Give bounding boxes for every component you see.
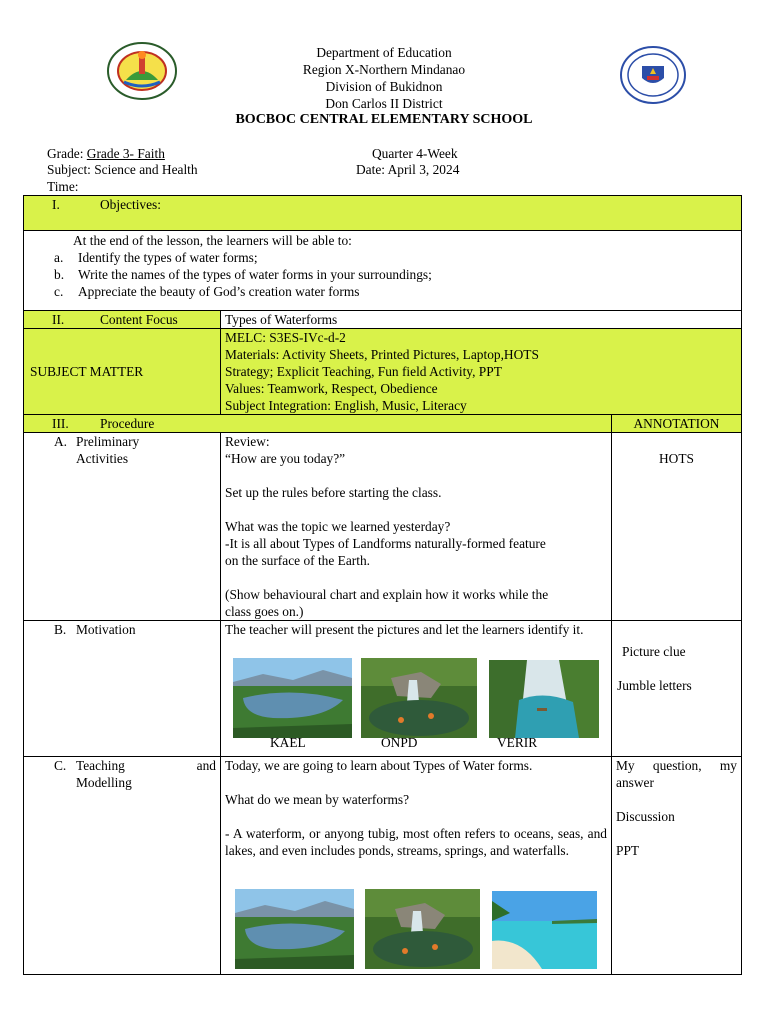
subject-matter-details xyxy=(221,329,742,415)
teaching-line: What do we mean by waterforms? xyxy=(225,792,410,807)
objective-text: Appreciate the beauty of God’s creation water forms xyxy=(78,284,360,299)
teaching-label-1b: and xyxy=(196,758,216,773)
preliminary-line: -It is all about Types of Landforms naturally-formed feature xyxy=(225,536,546,551)
lake-picture xyxy=(233,658,352,738)
grade-line xyxy=(47,145,165,162)
preliminary-line: What was the topic we learned yesterday? xyxy=(225,519,451,534)
quarter-line: Quarter 4-Week xyxy=(372,146,458,161)
annotation-header: ANNOTATION xyxy=(612,415,742,433)
spacer xyxy=(616,621,737,643)
subject-matter-line: Subject Integration: English, Music, Literacy xyxy=(225,398,467,413)
teaching-line: - A waterform, or anyong tubig, most often refers to oceans, seas, and lakes, and even includes ponds, streams, springs, and waterfalls. xyxy=(225,826,607,858)
objective-text: Write the names of the types of water forms in your surroundings; xyxy=(78,267,432,282)
motivation-annotation-1: Picture clue xyxy=(622,644,686,659)
subject-line: Subject: Science and Health xyxy=(47,162,198,177)
spacer xyxy=(616,791,737,808)
subject-matter-line: Values: Teamwork, Respect, Obedience xyxy=(225,381,438,396)
preliminary-line: “How are you today?” xyxy=(225,451,346,466)
subject-matter-line: MELC: S3ES-IVc-d-2 xyxy=(225,330,346,345)
header-region: Region X-Northern Mindanao xyxy=(302,62,466,77)
preliminary-line: Review: xyxy=(225,434,270,449)
preliminary-row xyxy=(24,433,742,621)
content-num: II. xyxy=(52,312,65,327)
caption-1: KAEL xyxy=(270,735,306,750)
motivation-text: The teacher will present the pictures and let the learners identify it. xyxy=(225,622,584,637)
subject-matter-line: Materials: Activity Sheets, Printed Pictures, Laptop,HOTS xyxy=(225,347,539,362)
objectives-body-row xyxy=(24,231,742,311)
spacer xyxy=(616,433,737,450)
procedure-header xyxy=(24,415,612,433)
header-division: Division of Bukidnon xyxy=(325,79,443,94)
objective-item xyxy=(54,283,737,300)
caption-2: ONPD xyxy=(381,735,418,750)
deped-seal xyxy=(620,46,686,104)
lake-picture-2 xyxy=(235,889,354,969)
school-logo xyxy=(106,42,178,100)
teaching-line: Today, we are going to learn about Types of Water forms. xyxy=(225,758,533,773)
spacer xyxy=(616,825,737,842)
objective-mark: b. xyxy=(54,267,65,282)
preliminary-label-cell xyxy=(24,433,221,621)
motivation-label: Motivation xyxy=(76,622,136,637)
spacer xyxy=(225,467,607,484)
procedure-label: Procedure xyxy=(100,416,155,431)
objectives-list xyxy=(28,249,737,300)
preliminary-line: (Show behavioural chart and explain how it works while the xyxy=(225,587,549,602)
preliminary-annotation: HOTS xyxy=(659,451,694,466)
motivation-annotation-2: Jumble letters xyxy=(617,678,692,693)
teaching-mark: C. xyxy=(54,758,67,773)
subject-matter-line: Strategy; Explicit Teaching, Fun field Activity, PPT xyxy=(225,364,502,379)
spacer xyxy=(225,501,607,518)
date-line: Date: April 3, 2024 xyxy=(356,162,460,177)
teaching-annotation-3: PPT xyxy=(616,843,640,858)
preliminary-mark: A. xyxy=(54,434,68,449)
spacer xyxy=(616,660,737,677)
subject-matter-label: SUBJECT MATTER xyxy=(24,329,221,415)
river-picture xyxy=(489,660,599,738)
teaching-label-cell xyxy=(24,757,221,975)
content-label: Content Focus xyxy=(100,312,178,327)
pond-picture-2 xyxy=(365,889,480,969)
motivation-mark: B. xyxy=(54,622,67,637)
subject-matter-row xyxy=(24,329,742,415)
caption-3: VERIR xyxy=(497,735,538,750)
beach-picture xyxy=(492,891,597,969)
procedure-header-row xyxy=(24,415,742,433)
objective-mark: a. xyxy=(54,250,64,265)
school-name: BOCBOC CENTRAL ELEMENTARY SCHOOL xyxy=(235,112,533,127)
motivation-label-cell xyxy=(24,621,221,757)
spacer xyxy=(225,774,607,791)
objectives-header xyxy=(24,196,742,231)
objective-text: Identify the types of water forms; xyxy=(78,250,258,265)
objectives-num: I. xyxy=(52,197,60,212)
objectives-header-row xyxy=(24,196,742,231)
teaching-label-1: Teaching xyxy=(76,758,125,773)
teaching-annotation-1: My question, my answer xyxy=(616,758,737,790)
objectives-intro: At the end of the lesson, the learners will be able to: xyxy=(73,233,352,248)
objectives-body xyxy=(24,231,742,311)
preliminary-label-1: Preliminary xyxy=(76,434,140,449)
teaching-label-2: Modelling xyxy=(76,775,132,790)
preliminary-line: class goes on.) xyxy=(225,604,304,619)
grade-label: Grade: xyxy=(47,146,84,161)
lesson-plan-table xyxy=(23,195,742,975)
spacer xyxy=(225,569,607,586)
spacer xyxy=(225,808,607,825)
objectives-title: Objectives: xyxy=(100,197,161,212)
objective-item xyxy=(54,266,737,283)
content-focus-label-cell xyxy=(24,311,221,329)
teaching-annotation-cell xyxy=(612,757,742,975)
objective-item xyxy=(54,249,737,266)
content-focus-row xyxy=(24,311,742,329)
header-district: Don Carlos II District xyxy=(325,96,443,111)
grade-value: Grade 3- Faith xyxy=(86,146,165,161)
preliminary-line: Set up the rules before starting the class. xyxy=(225,485,442,500)
preliminary-line: on the surface of the Earth. xyxy=(225,553,371,568)
header-dept: Department of Education xyxy=(316,45,452,60)
preliminary-content xyxy=(221,433,612,621)
pond-picture xyxy=(361,658,477,738)
content-focus-value: Types of Waterforms xyxy=(221,311,742,329)
teaching-annotation-2: Discussion xyxy=(616,809,675,824)
procedure-num: III. xyxy=(52,416,69,431)
preliminary-label-2: Activities xyxy=(76,451,129,466)
time-line: Time: xyxy=(47,179,79,194)
objective-mark: c. xyxy=(54,284,64,299)
motivation-annotation-cell xyxy=(612,621,742,757)
preliminary-annotation-cell xyxy=(612,433,742,621)
